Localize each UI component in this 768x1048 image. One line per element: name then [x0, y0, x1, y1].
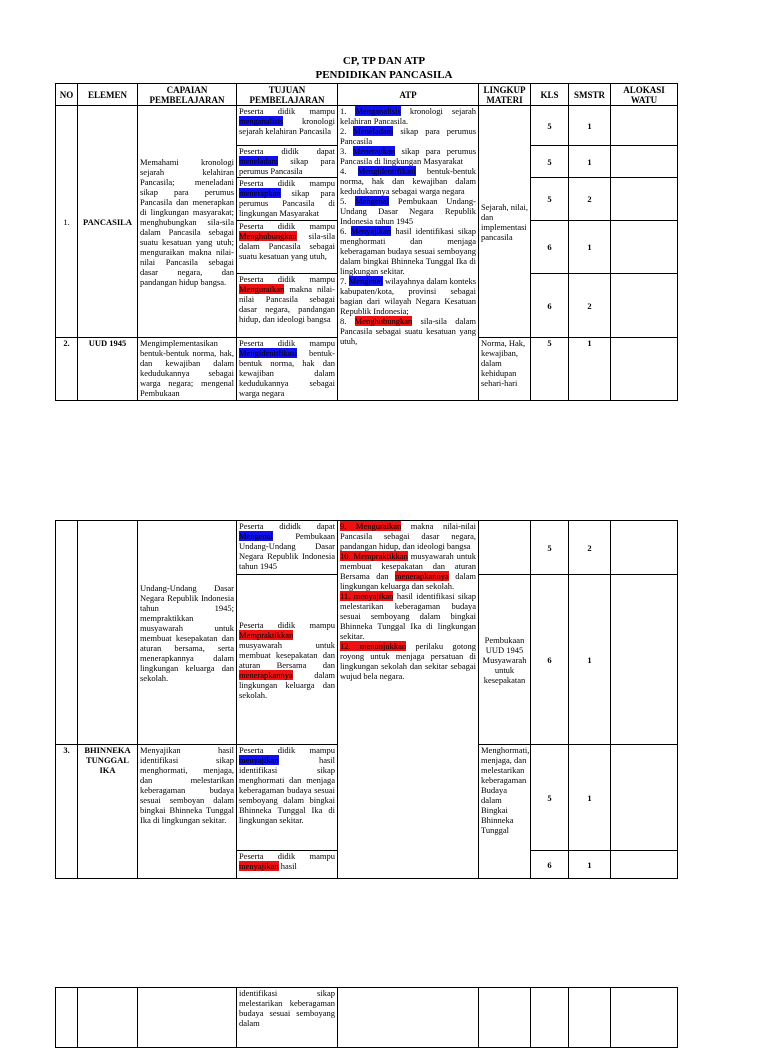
- atp-item: 4. Mengidentifikasi bentuk-bentuk norma, hak dan kewajiban dalam kedudukannya sebagai warga negara: [340, 166, 476, 196]
- kls-cell: 5: [531, 521, 569, 575]
- kls-cell: 5: [531, 178, 569, 221]
- header-no: NO: [56, 84, 78, 106]
- row-number: 3.: [56, 745, 78, 879]
- alokasi-cell: [611, 274, 678, 338]
- atp-item: 3. Menerapkan sikap para perumus Pancasila di lingkungan Masyarakat: [340, 146, 477, 166]
- tp-cell: Peserta didik mampu Mengidentifikasi bentuk-bentuk norma, hak dan kewajiban dalam kedudukannya sebagai warga negara: [237, 338, 338, 401]
- alokasi-cell: [611, 745, 678, 851]
- smstr-cell: 1: [569, 575, 611, 745]
- row-number: 1.: [56, 106, 78, 338]
- tp-cell: Peserta didik mampu menyajikan hasil: [237, 851, 338, 879]
- atp-item: 1. Menganalisis kronologi sejarah kelahiran Pancasila.: [340, 106, 477, 126]
- tp-cell: Peserta didik mampu Mempraktikkan musyawarah untuk membuat kesepakatan dan aturan Bersama dan menerapkannya dalam lingkungan keluarga dan sekolah.: [237, 575, 338, 745]
- kls-cell: 5: [531, 106, 569, 146]
- tp-cell: Peserta dididk dapat Mengenal Pembukaan Undang-Undang Dasar Negara Republik Indonesia tahun 1945: [237, 521, 338, 575]
- kls-cell: 6: [531, 575, 569, 745]
- alokasi-cell: [611, 221, 678, 274]
- atp-item: 11. menyajikan hasil identifikasi sikap melestarikan keberagaman budaya sesuai semboyang dalam bingkai Bhinneka Tunggal Ika di lingkungan sekitar.: [340, 591, 476, 641]
- smstr-cell: 1: [569, 851, 611, 879]
- kls-cell: 5: [531, 146, 569, 178]
- tp-cell: Peserta didik mampu Menguraikan makna nilai-nilai Pancasila sebagai dasar negara, pandangan hidup, dan ideologi bangsa: [237, 274, 338, 338]
- tp-cell: Peserta didik mampu menganalisis kronologi sejarah kelahiran Pancasila: [237, 106, 338, 146]
- table-page-2: [55, 520, 678, 879]
- tp-cell: Peserta didik dapat meneladani sikap para perumus Pancasila: [237, 146, 338, 178]
- atp-item: 7. Mengenal wilayahnya dalam konteks kabupaten/kota, provinsi sebagai bagian dari wilayah Negara Kesatuan Republik Indonesia;: [340, 276, 477, 316]
- kls-cell: 5: [531, 338, 569, 401]
- kls-cell: [531, 988, 569, 1048]
- cp-cell: Undang-Undang Dasar Negara Republik Indonesia tahun 1945; mempraktikkan musyawarah untuk membuat kesepakatan dan aturan bersama, serta menerapkannya dalam lingkungan keluarga dan sekolah.: [138, 521, 237, 745]
- elemen-cell: [78, 521, 138, 745]
- keyword-highlight: menganalisis: [239, 116, 284, 126]
- header-smstr: SMSTR: [569, 84, 611, 106]
- alokasi-cell: [611, 146, 678, 178]
- atp-cell: [338, 988, 479, 1048]
- alokasi-cell: [611, 338, 678, 401]
- atp-item: 8. Menghubungkan sila-sila dalam Pancasila sebagai suatu kesatuan yang utuh,: [340, 316, 476, 346]
- alokasi-cell: [611, 988, 678, 1048]
- table-page-1: [55, 83, 678, 401]
- lingkup-cell: Norma, Hak, kewajiban, dalam kehidupan sehari-hari: [479, 338, 531, 401]
- smstr-cell: [569, 988, 611, 1048]
- elemen-cell: UUD 1945: [78, 338, 138, 401]
- kls-cell: 6: [531, 851, 569, 879]
- header-tp: TUJUAN PEMBELAJARAN: [237, 84, 338, 106]
- kls-cell: 5: [531, 745, 569, 851]
- kls-cell: 6: [531, 221, 569, 274]
- row-number: [56, 988, 78, 1048]
- atp-item: 9. Menguraikan makna nilai-nilai Pancasila sebagai dasar negara, pandangan hidup, dan ideologi bangsa: [340, 521, 476, 551]
- elemen-cell: BHINNEKA TUNGGAL IKA: [78, 745, 138, 879]
- table-row: [56, 106, 678, 146]
- atp-item: 10. Mempraktikkan musyawarah untuk membuat kesepakatan dan aturan Bersama dan menerapkannya dalam lingkungan keluarga dan sekolah.: [340, 551, 476, 591]
- atp-item: 2. Meneladani sikap para perumus Pancasila: [340, 126, 477, 146]
- smstr-cell: 2: [569, 178, 611, 221]
- tp-cell: Peserta didik mampu menerapkan sikap para perumus Pancasila di lingkungan Masyarakat: [237, 178, 338, 221]
- elemen-cell: PANCASILA: [78, 106, 138, 338]
- atp-item: 12. menunjukkan perilaku gotong royong untuk menjaga persatuan di lingkungan sekolah dan sekitar sebagai wujud bela negara.: [340, 641, 477, 681]
- header-atp: ATP: [338, 84, 479, 106]
- tp-cell: Peserta didik mampu menyajikan hasil identifikasi sikap menghormati dan menjaga keberagaman budaya sesuai semboyang dalam bingkai Bhinneka Tunggal Ika di lingkungan sekitar.: [237, 745, 338, 851]
- tp-cell: identifikasi sikap melestarikan keberagaman budaya sesuai semboyang dalam: [237, 988, 338, 1048]
- table-row: [56, 521, 678, 575]
- lingkup-cell: Menghormati, menjaga, dan melestarikan keberagaman Budaya dalam Bingkai Bhinneka Tunggal: [479, 745, 531, 879]
- header-alokasi: ALOKASI WATU: [611, 84, 678, 106]
- smstr-cell: 1: [569, 146, 611, 178]
- document-subtitle: PENDIDIKAN PANCASILA: [315, 69, 453, 81]
- cp-cell: Menyajikan hasil identifikasi sikap menghormati, menjaga, dan melestarikan keberagaman budaya sesuai semboyan dalam bingkai Bhinneka Tunggal Ika di lingkungan sekitar.: [138, 745, 237, 879]
- table-page-3: [55, 987, 678, 1048]
- atp-cell: [338, 106, 479, 401]
- header-row: [56, 84, 678, 106]
- smstr-cell: 2: [569, 521, 611, 575]
- lingkup-cell: Sejarah, nilai, dan implementasi pancasila: [479, 106, 531, 338]
- smstr-cell: 1: [569, 338, 611, 401]
- smstr-cell: 1: [569, 745, 611, 851]
- lingkup-cell: Pembukaan UUD 1945 Musyawarah untuk kesepakatan: [479, 575, 531, 745]
- atp-cell: [338, 521, 479, 879]
- atp-item: 6. Menyajikan hasil identifikasi sikap menghormati dan menjaga keberagaman budaya sesuai semboyang dalam bingkai Bhinneka Tunggal Ika di lingkungan sekitar.: [340, 226, 476, 276]
- cp-cell: Mengimplementasikan bentuk-bentuk norma, hak, dan kewajiban dalam kedudukannya sebagai warga negara; mengenal Pembukaan: [138, 338, 237, 401]
- smstr-cell: 2: [569, 274, 611, 338]
- elemen-cell: [78, 988, 138, 1048]
- header-elemen: ELEMEN: [78, 84, 138, 106]
- header-cp: CAPAIAN PEMBELAJARAN: [138, 84, 237, 106]
- row-number: [56, 521, 78, 745]
- cp-cell: Memahami kronologi sejarah kelahiran Pancasila; meneladani sikap para perumus Pancasila dan menerapkan di lingkungan masyarakat; menghubungkan sila-sila dalam Pancasila sebagai suatu kesatuan yang utuh; menguraikan makna nilai-nilai Pancasila sebagai dasar negara, dan pandangan hidup bangsa.: [138, 106, 237, 338]
- row-number: 2.: [56, 338, 78, 401]
- alokasi-cell: [611, 106, 678, 146]
- header-kls: KLS: [531, 84, 569, 106]
- alokasi-cell: [611, 851, 678, 879]
- lingkup-cell: [479, 988, 531, 1048]
- alokasi-cell: [611, 178, 678, 221]
- lingkup-cell: [479, 521, 531, 575]
- alokasi-cell: [611, 575, 678, 745]
- smstr-cell: 1: [569, 221, 611, 274]
- table-row: [56, 988, 678, 1048]
- kls-cell: 6: [531, 274, 569, 338]
- document-title: CP, TP DAN ATP: [342, 55, 426, 67]
- alokasi-cell: [611, 521, 678, 575]
- smstr-cell: 1: [569, 106, 611, 146]
- cp-cell: [138, 988, 237, 1048]
- atp-item: 5. Mengenal Pembukaan Undang-Undang Dasar Negara Republik Indonesia tahun 1945: [340, 196, 477, 226]
- header-lingkup: LINGKUP MATERI: [479, 84, 531, 106]
- tp-cell: Peserta didik mampu Menghubungkan sila-sila dalam Pancasila sebagai suatu kesatuan yang utuh,: [237, 221, 338, 274]
